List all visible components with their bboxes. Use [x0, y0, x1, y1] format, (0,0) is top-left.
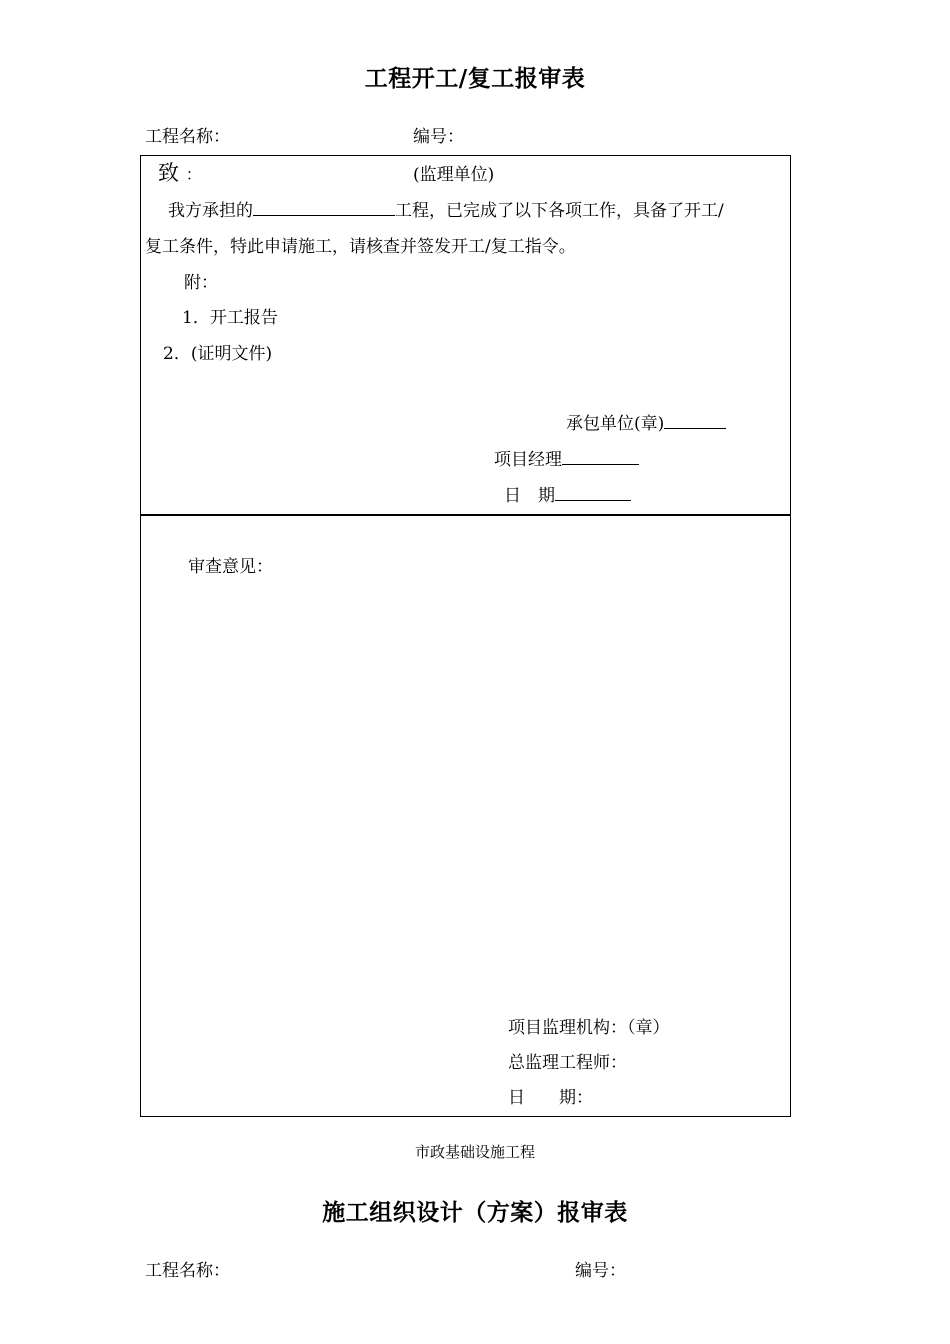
to-label: [158, 157, 202, 187]
application-body-line2: 复工条件，特此申请施工，请核查并签发开工/复工指令。: [145, 237, 576, 257]
form1-title: 工程开工/复工报审表: [364, 65, 586, 92]
attachment-item-2: 2．(证明文件): [163, 344, 273, 364]
to-text: 致: [158, 161, 179, 185]
attachment-item-1: 1．开工报告: [182, 308, 278, 328]
contractor-blank[interactable]: [664, 412, 726, 429]
project-manager-signature: [494, 445, 639, 470]
form2-title: 施工组织设计（方案）报审表: [322, 1199, 628, 1226]
footer-note: 市政基础设施工程: [414, 1143, 535, 1161]
form1-project-name-label: 工程名称：: [145, 127, 230, 147]
project-manager-blank[interactable]: [562, 448, 639, 465]
body-line1-suffix: 工程，已完成了以下各项工作，具备了开工/: [395, 201, 724, 221]
supervision-org-label: 项目监理机构：（章）: [508, 1018, 670, 1038]
contractor-label: 承包单位(章): [566, 414, 665, 434]
attachment-label: 附：: [184, 273, 218, 293]
form1-number-label: 编号：: [413, 127, 464, 147]
supervisor-unit-placeholder: (监理单位): [413, 165, 495, 185]
contractor-signature: [566, 409, 726, 434]
body-line1-prefix: 我方承担的: [168, 201, 253, 221]
chief-engineer-label: 总监理工程师：: [508, 1053, 627, 1073]
date-blank[interactable]: [555, 484, 631, 501]
to-colon: ：: [185, 165, 202, 184]
form2-project-name-label: 工程名称：: [145, 1261, 230, 1281]
date-label: 日 期: [504, 486, 555, 506]
application-date: [504, 481, 631, 506]
review-opinion-label: 审查意见：: [188, 557, 273, 577]
review-date-label: 日 期：: [508, 1088, 593, 1108]
project-manager-label: 项目经理: [494, 450, 562, 470]
application-body-line1: [168, 196, 724, 221]
form2-number-label: 编号：: [575, 1261, 626, 1281]
review-section: [140, 514, 791, 1117]
project-name-blank[interactable]: [253, 199, 395, 216]
